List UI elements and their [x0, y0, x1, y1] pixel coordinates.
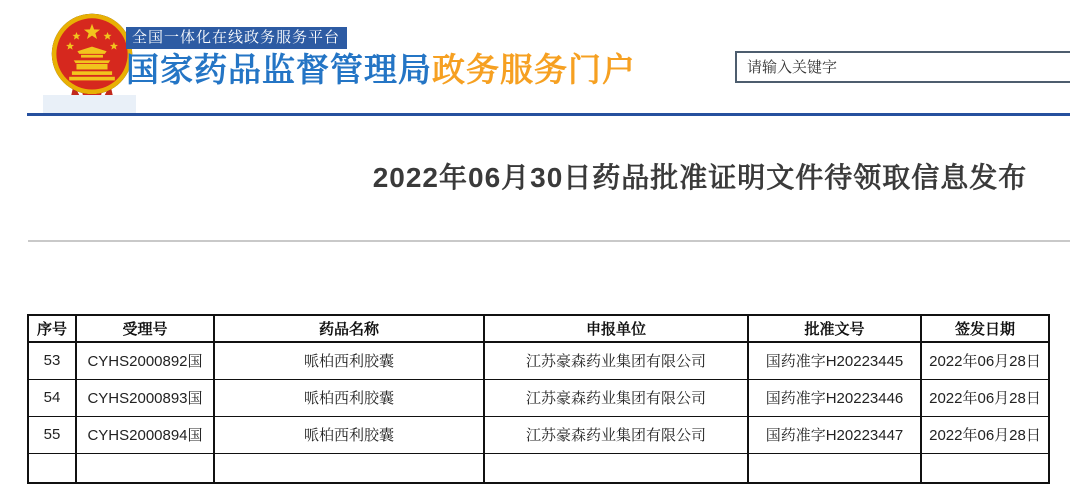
table-cell: 江苏豪森药业集团有限公司	[484, 416, 748, 453]
table-cell: 哌柏西利胶囊	[214, 342, 484, 379]
table-cell: CYHS2000893国	[76, 379, 214, 416]
column-header-acceptance-no: 受理号	[76, 315, 214, 342]
table-row	[28, 379, 1049, 416]
search-input[interactable]	[735, 51, 1070, 83]
table-cell: 江苏豪森药业集团有限公司	[484, 379, 748, 416]
portal-name: 政务服务门户	[432, 51, 636, 88]
platform-banner: 全国一体化在线政务服务平台	[126, 27, 347, 49]
table-row-partial	[28, 453, 1049, 483]
table-cell: CYHS2000892国	[76, 342, 214, 379]
table-cell: 哌柏西利胶囊	[214, 379, 484, 416]
table-cell	[484, 453, 748, 483]
table-header-row	[28, 315, 1049, 342]
table-cell: 53	[28, 342, 76, 379]
column-header-applicant: 申报单位	[484, 315, 748, 342]
table-cell: 54	[28, 379, 76, 416]
column-header-drug-name: 药品名称	[214, 315, 484, 342]
table-cell: 2022年06月28日	[921, 416, 1049, 453]
site-title	[126, 50, 636, 90]
page-title: 2022年06月30日药品批准证明文件待领取信息发布	[372, 162, 1028, 193]
table-cell	[76, 453, 214, 483]
table-cell: 55	[28, 416, 76, 453]
table-cell: 2022年06月28日	[921, 342, 1049, 379]
table-cell	[748, 453, 921, 483]
column-header-issue-date: 签发日期	[921, 315, 1049, 342]
table-cell	[28, 453, 76, 483]
column-header-seq: 序号	[28, 315, 76, 342]
brand-block[interactable]	[126, 27, 636, 90]
column-header-approval-no: 批准文号	[748, 315, 921, 342]
table-cell	[214, 453, 484, 483]
table-cell: 国药准字H20223445	[748, 342, 921, 379]
table-row	[28, 342, 1049, 379]
table-row	[28, 416, 1049, 453]
table-cell: CYHS2000894国	[76, 416, 214, 453]
table-cell: 国药准字H20223446	[748, 379, 921, 416]
national-emblem-icon[interactable]	[46, 11, 138, 106]
approval-table	[27, 314, 1050, 484]
section-divider	[28, 240, 1070, 242]
table-cell	[921, 453, 1049, 483]
header-divider	[27, 113, 1070, 116]
table-cell: 江苏豪森药业集团有限公司	[484, 342, 748, 379]
table-cell: 国药准字H20223447	[748, 416, 921, 453]
site-name[interactable]: 国家药品监督管理局	[126, 51, 432, 88]
nav-tab-remnant	[43, 95, 136, 113]
table-cell: 哌柏西利胶囊	[214, 416, 484, 453]
site-header	[0, 0, 1070, 113]
table-cell: 2022年06月28日	[921, 379, 1049, 416]
